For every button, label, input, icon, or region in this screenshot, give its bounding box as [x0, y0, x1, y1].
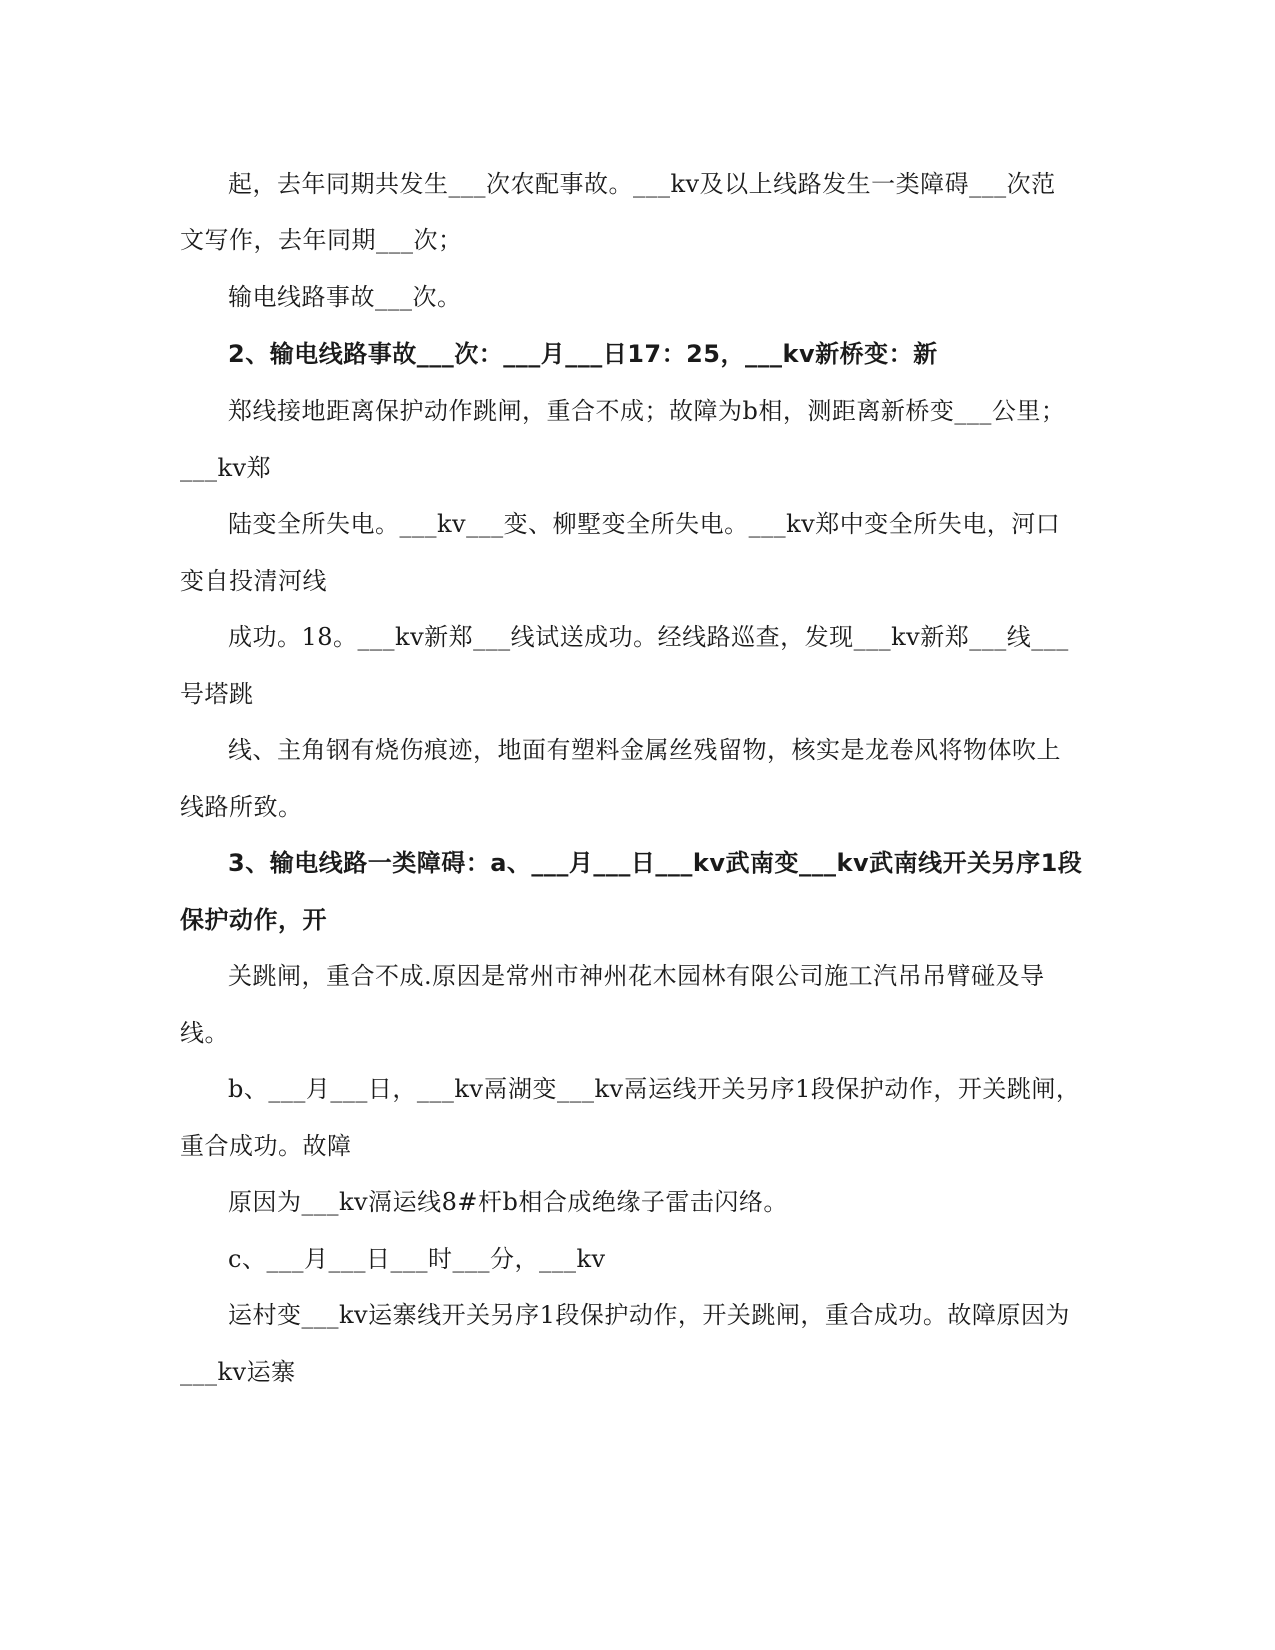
text-line: 号塔跳 — [180, 680, 254, 708]
text-line: b、___月___日，___kv鬲湖变___kv鬲运线开关另序1段保护动作，开关跳闸， — [228, 1075, 1081, 1103]
text-line: 关跳闸，重合不成.原因是常州市神州花木园林有限公司施工汽吊吊臂碰及导 — [228, 962, 1045, 990]
text-line: 文写作，去年同期___次； — [180, 226, 463, 254]
text-line: 原因为___kv滆运线8#杆b相合成绝缘子雷击闪络。 — [228, 1188, 788, 1216]
text-line: 郑线接地距离保护动作跳闸，重合不成；故障为b相，测距离新桥变___公里； — [228, 397, 1066, 425]
text-line: 输电线路事故___次。 — [228, 283, 462, 311]
text-line: 起，去年同期共发生___次农配事故。___kv及以上线路发生一类障碍___次范 — [228, 170, 1056, 198]
text-line: 重合成功。故障 — [180, 1132, 352, 1160]
text-line: 变自投清河线 — [180, 567, 327, 595]
section-heading-3: 3、输电线路一类障碍：a、___月___日___kv武南变___kv武南线开关另序1段 — [228, 849, 1083, 877]
section-heading-2: 2、输电线路事故___次：___月___日17：25，___kv新桥变：新 — [228, 340, 938, 368]
text-line: ___kv郑 — [180, 454, 272, 482]
text-line: c、___月___日___时___分，___kv — [228, 1245, 606, 1273]
text-line: 线、主角钢有烧伤痕迹，地面有塑料金属丝残留物，核实是龙卷风将物体吹上 — [228, 736, 1061, 764]
text-line: 线。 — [180, 1019, 229, 1047]
text-line: ___kv运寨 — [180, 1358, 296, 1386]
text-line: 成功。18。___kv新郑___线试送成功。经线路巡查，发现___kv新郑___线___ — [228, 623, 1069, 651]
text-line: 陆变全所失电。___kv___变、柳墅变全所失电。___kv郑中变全所失电，河口 — [228, 510, 1061, 538]
section-heading-3-cont: 保护动作，开 — [180, 906, 327, 934]
text-line: 运村变___kv运寨线开关另序1段保护动作，开关跳闸，重合成功。故障原因为 — [228, 1301, 1070, 1329]
text-line: 线路所致。 — [180, 793, 303, 821]
